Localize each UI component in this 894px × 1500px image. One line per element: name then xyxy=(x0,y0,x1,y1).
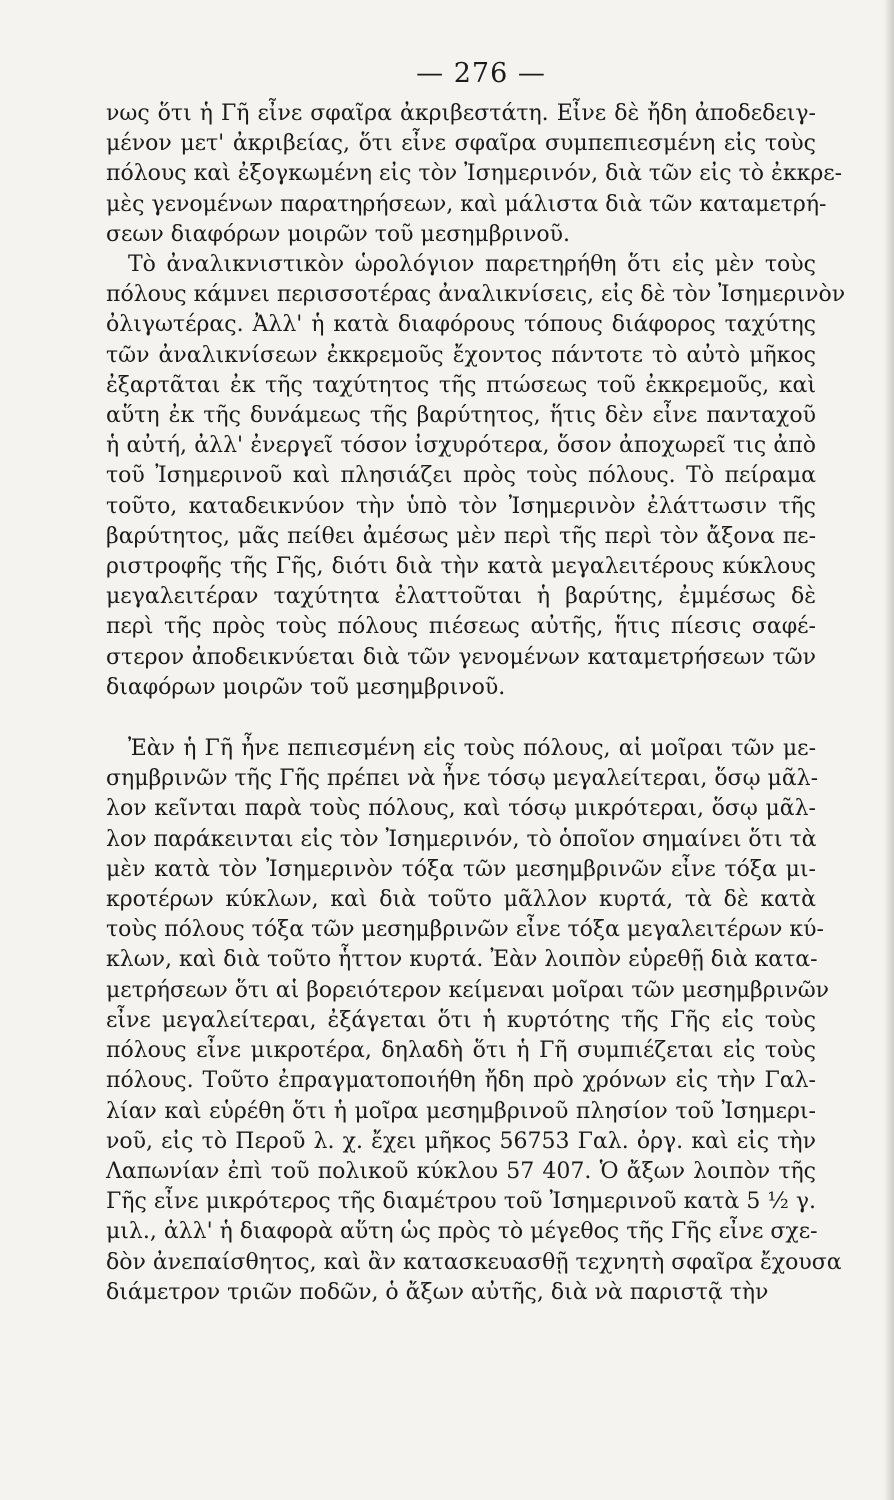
text-line: Γῆς εἶνε μικρότερος τῆς διαμέτρου τοῦ Ἰσημερινοῦ κατὰ 5 ½ γ. xyxy=(106,1189,816,1215)
text-line: σεων διαφόρων μοιρῶν τοῦ μεσημβρινοῦ. xyxy=(106,221,570,247)
text-line: πόλους κάμνει περισσοτέρας ἀναλικνίσεις, εἰς δὲ τὸν Ἰσημερινὸν xyxy=(106,282,846,308)
text-line: ἡ αὐτή, ἀλλ' ἐνεργεῖ τόσον ἰσχυρότερα, ὅσον ἀποχωρεῖ τις ἀπὸ xyxy=(106,433,816,459)
text-line: στερον ἀποδεικνύεται διὰ τῶν γενομένων καταμετρήσεων τῶν xyxy=(106,644,816,670)
text-line: τοὺς πόλους τόξα τῶν μεσημβρινῶν εἶνε τόξα μεγαλειτέρων κύ- xyxy=(106,917,824,943)
text-line: Τὸ ἀναλικνιστικὸν ὡρολόγιον παρετηρήθη ὅτι εἰς μὲν τοὺς xyxy=(128,252,816,278)
text-line: περὶ τῆς πρὸς τοὺς πόλους πιέσεως αὐτῆς, ἥτις πίεσις σαφέ- xyxy=(106,614,816,640)
text-line: ἐξαρτᾶται ἐκ τῆς ταχύτητος τῆς πτώσεως τοῦ ἐκκρεμοῦς, καὶ xyxy=(106,372,816,398)
text-line: Λαπωνίαν ἐπὶ τοῦ πολικοῦ κύκλου 57 407. Ὁ ἄξων λοιπὸν τῆς xyxy=(106,1158,816,1184)
text-line: μεγαλειτέραν ταχύτητα ἐλαττοῦται ἡ βαρύτης, ἐμμέσως δὲ xyxy=(106,584,816,610)
text-line: εἶνε μεγαλείτεραι, ἐξάγεται ὅτι ἡ κυρτότης τῆς Γῆς εἰς τοὺς xyxy=(106,1007,816,1033)
text-line: Ἐὰν ἡ Γῆ ἦνε πεπιεσμένη εἰς τοὺς πόλους, αἱ μοῖραι τῶν με- xyxy=(128,736,816,762)
text-line: τῶν ἀναλικνίσεων ἐκκρεμοῦς ἔχοντος πάντοτε τὸ αὐτὸ μῆκος xyxy=(106,342,816,368)
text-line: πόλους καὶ ἐξογκωμένη εἰς τὸν Ἰσημερινόν, διὰ τῶν εἰς τὸ ἐκκρε- xyxy=(106,161,843,187)
text-line: σημβρινῶν τῆς Γῆς πρέπει νὰ ἦνε τόσῳ μεγαλείτεραι, ὅσῳ μᾶλ- xyxy=(106,766,819,792)
text-line: ὀλιγωτέρας. Ἀλλ' ἡ κατὰ διαφόρους τόπους διάφορος ταχύτης xyxy=(106,312,816,338)
text-line: πόλους εἶνε μικροτέρα, δηλαδὴ ὅτι ἡ Γῆ συμπιέζεται εἰς τοὺς xyxy=(106,1038,816,1064)
text-line: νως ὅτι ἡ Γῆ εἶνε σφαῖρα ἀκριβεστάτη. Εἶνε δὲ ἤδη ἀποδεδειγ- xyxy=(106,101,816,126)
page-edge-shadow xyxy=(884,0,894,1500)
text-line: μιλ., ἀλλ' ἡ διαφορὰ αὕτη ὡς πρὸς τὸ μέγεθος τῆς Γῆς εἶνε σχε- xyxy=(106,1219,818,1245)
text-line: τοῦ Ἰσημερινοῦ καὶ πλησιάζει πρὸς τοὺς πόλους. Τὸ πείραμα xyxy=(106,463,816,489)
text-line: διάμετρον τριῶν ποδῶν, ὁ ἄξων αὐτῆς, διὰ νὰ παριστᾷ τὴν xyxy=(106,1279,769,1305)
paragraph xyxy=(106,250,846,703)
text-line: βαρύτητος, μᾶς πείθει ἀμέσως μὲν περὶ τῆς περὶ τὸν ἄξονα πε- xyxy=(106,523,816,549)
text-line: διαφόρων μοιρῶν τοῦ μεσημβρινοῦ. xyxy=(106,674,506,700)
text-line: κροτέρων κύκλων, καὶ διὰ τοῦτο μᾶλλον κυρτά, τὰ δὲ κατὰ xyxy=(106,887,816,913)
text-line: μὲν κατὰ τὸν Ἰσημερινὸν τόξα τῶν μεσημβρινῶν εἶνε τόξα μι- xyxy=(106,856,816,882)
text-line: αὕτη ἐκ τῆς δυνάμεως τῆς βαρύτητος, ἥτις δὲν εἶνε πανταχοῦ xyxy=(106,403,816,429)
paragraph xyxy=(106,734,842,1308)
text-line: δὸν ἀνεπαίσθητος, καὶ ἂν κατασκευασθῇ τεχνητὴ σφαῖρα ἔχουσα xyxy=(106,1249,842,1275)
paragraph xyxy=(106,99,843,250)
text-line: λον παράκεινται εἰς τὸν Ἰσημερινόν, τὸ ὁποῖον σημαίνει ὅτι τὰ xyxy=(106,826,817,852)
text-line: λον κεῖνται παρὰ τοὺς πόλους, καὶ τόσῳ μικρότεραι, ὅσῳ μᾶλ- xyxy=(106,796,816,822)
page-number: — 276 — xyxy=(416,58,546,89)
text-line: μετρήσεων ὅτι αἱ βορειότερον κείμεναι μοῖραι τῶν μεσημβρινῶν xyxy=(106,977,830,1003)
text-line: πόλους. Τοῦτο ἐπραγματοποιήθη ἤδη πρὸ χρόνων εἰς τὴν Γαλ- xyxy=(106,1068,816,1094)
text-line: λίαν καὶ εὑρέθη ὅτι ἡ μοῖρα μεσημβρινοῦ πλησίον τοῦ Ἰσημερι- xyxy=(106,1098,816,1124)
text-line: νοῦ, εἰς τὸ Περοῦ λ. χ. ἔχει μῆκος 56753 Γαλ. ὀργ. καὶ εἰς τὴν xyxy=(106,1128,816,1154)
text-line: τοῦτο, καταδεικνύον τὴν ὑπὸ τὸν Ἰσημερινὸν ἐλάττωσιν τῆς xyxy=(106,493,816,519)
text-line: ριστροφῆς τῆς Γῆς, διότι διὰ τὴν κατὰ μεγαλειτέρους κύκλους xyxy=(106,554,816,580)
text-line: μένον μετ' ἀκριβείας, ὅτι εἶνε σφαῖρα συμπεπιεσμένη εἰς τοὺς xyxy=(106,131,816,157)
text-line: μὲς γενομένων παρατηρήσεων, καὶ μάλιστα διὰ τῶν καταμετρή- xyxy=(106,191,827,217)
body-text xyxy=(106,99,846,1308)
text-line: κλων, καὶ διὰ τοῦτο ἧττον κυρτά. Ἐὰν λοιπὸν εὑρεθῇ διὰ κατα- xyxy=(106,947,818,973)
